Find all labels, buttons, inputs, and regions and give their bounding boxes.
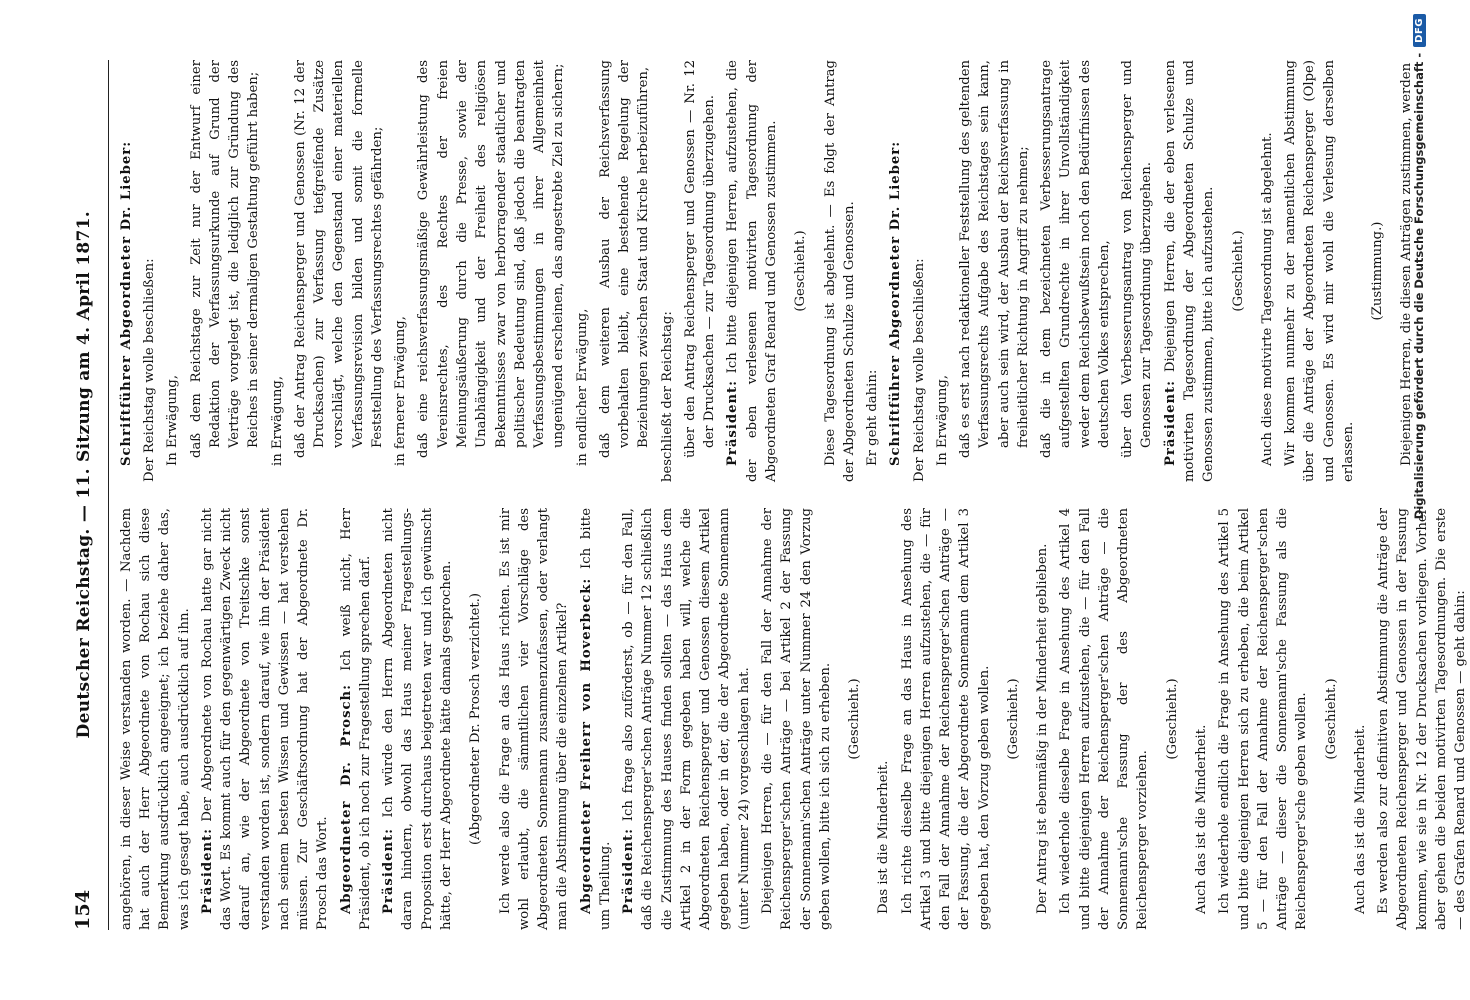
credit-text: Digitalisierung gefördert durch die Deutsche Forschungsgemeinschaft -: [1412, 52, 1426, 520]
paragraph-text: Auch das ist die Minderheit.: [1352, 724, 1368, 914]
paragraph-text: Ich weiß nicht, Herr Präsident, ob ich noch zur Fragestellung sprechen darf.: [338, 508, 373, 930]
speech-paragraph: [379, 508, 456, 930]
paragraph-text: daß dem Reichstage zur Zeit nur der Entwurf einer Redaktion der Verfassungsurkunde auf Grund der Verträge vorgelegt ist, die lediglich zur Gründung des Reiches in seiner dermaligen Gestaltung geführt haben;: [188, 60, 262, 458]
paragraph-text: daß eine reichsverfassungsmäßige Gewährleistung des Vereinsrechtes, des Rechtes der freien Meinungsäußerung durch die Presse, sowie der Unabhängigkeit und der Freiheit des religiösen Bekenntnisses zwar von herborragender staatlicher und politischer Bedeutung sind, daß jedoch die beantragten Verfassungsbestimmungen in ihrer Allgemeinheit ungenügend erscheinen, das angestrebte Ziel zu sichern;: [416, 60, 567, 458]
stage-direction: [466, 508, 485, 930]
paragraph: [1033, 508, 1052, 930]
speech-paragraph: [198, 508, 333, 930]
speaker-name: Präsident:: [725, 379, 741, 466]
motion-clause-heading: [391, 60, 410, 466]
speech-paragraph: [577, 508, 616, 930]
paragraph: [821, 60, 860, 482]
paragraph-text: (Geschieht.): [1323, 678, 1339, 760]
motion-clause-heading: [163, 60, 182, 466]
paragraph-text: (Zustimmung.): [1370, 221, 1386, 321]
paragraph-text: (Abgeordneter Dr. Prosch verzichtet.): [468, 592, 484, 846]
running-head: [70, 60, 98, 930]
speech-paragraph: [723, 60, 781, 482]
paragraph-text: (Geschieht.): [793, 230, 809, 312]
paragraph-text: (Geschieht.): [847, 678, 863, 760]
paragraph: [658, 60, 677, 482]
speaker-name: Schriftführer Abgeordneter Dr. Lieber:: [118, 140, 134, 466]
paragraph-text: angehören, in dieser Weise verstanden worden. — Nachdem hat auch der Herr Abgeordnete von Rochau sich diese Bemerkung ausdrücklich angeeignet; ich beziehe daher das, was ich gesagt habe, auch ausdrücklich auf ihn.: [118, 508, 192, 930]
paragraph: [898, 508, 994, 930]
stage-direction: [1322, 508, 1341, 930]
page-number: 154: [72, 889, 94, 930]
speech-paragraph: [1161, 60, 1219, 482]
paragraph: [1258, 60, 1277, 482]
paragraph: [1192, 508, 1211, 930]
paragraph: [1215, 508, 1311, 930]
speech-paragraph: [337, 508, 376, 930]
paragraph-text: Der Reichstag wolle beschließen:: [911, 258, 927, 482]
motion-clause: [956, 60, 1033, 458]
stage-direction: [1163, 508, 1182, 930]
paragraph-text: Auch das ist die Minderheit.: [1194, 724, 1210, 914]
paragraph-text: Diejenigen Herren, die diesen Anträgen zustimmen, werden: [1399, 62, 1415, 466]
paragraph-text: Ich richte dieselbe Frage an das Haus in Ansehung des Artikel 3 und bitte diejenigen Herren aufzustehen, die — für den Fall der Annahme der Reichensperger'schen Anträge — der Fassung, die der Abgeordnete Sonnemann dem Artikel 3 gegeben hat, den Vorzug geben wollen.: [899, 508, 992, 930]
paragraph-text: Ich frage also zuförderst, ob — für den Fall, daß die Reichensperger'schen Anträge Nummer 12 schließlich die Zustimmung des Hauses finden sollten — das Haus dem Artikel 2 in der Form gegeben haben will, welche die Abgeordneten Reichensperger und Genossen diesem Artikel gegeben haben, oder in der, die der Abgeordnete Sonnemann (unter Nummer 24) vorgeschlagen hat.: [621, 508, 752, 930]
paragraph: [1351, 508, 1370, 930]
speaker-name: Abgeordneter Dr. Prosch:: [338, 684, 354, 914]
paragraph: [1056, 508, 1152, 930]
paragraph-text: Ich wiederhole endlich die Frage in Ansehung des Artikel 5 und bitte diejenigen Herren sich zu erheben, die beim Artikel 5 — für den Fall der Annahme der Reichensperger'schen Anträge — dieser die Sonnemann'sche Fassung als die Reichensperger'sche geben wollen.: [1217, 508, 1310, 930]
speaker-name: Präsident:: [621, 827, 637, 914]
stage-direction: [1368, 60, 1387, 482]
motion-clause: [187, 60, 264, 458]
speaker-name: Präsident:: [1162, 379, 1178, 466]
paragraph-text: In Erwägung,: [934, 374, 950, 466]
digitization-credit: [1408, 0, 1430, 1000]
motion-clause: [414, 60, 568, 458]
paragraph-text: Das ist die Minderheit.: [876, 760, 892, 914]
paragraph-text: in Erwägung,: [269, 375, 285, 466]
speech-paragraph: [619, 508, 754, 930]
right-column: [117, 60, 1415, 482]
paragraph: [117, 508, 194, 930]
paragraph-text: Der Abgeordnete von Rochau hatte gar nicht das Wort. Es kommt auch für den gegenwärtigen Zweck nicht darauf an, wie der Abgeordnete von Treitschke sonst verstanden worden ist, sondern darauf, wie ihn der Präsident nach seinem besten Wissen und Gewissen — hat verstehen müssen. Zur Geschäftsordnung hat der Abgeordnete Dr. Prosch das Wort.: [199, 508, 331, 930]
paragraph-text: daß die in dem bezeichneten Verbesserungsantrage aufgestellten Grundrechte in ihrer Unvollständigkeit weder dem Reichsbewußtsein noch den Bedürfnissen des deutschen Volkes entsprechen,: [1039, 60, 1112, 458]
paragraph-text: daß dem weiteren Ausbau der Reichsverfassung vorbehalten bleibt, eine bestehende Regelung der Beziehungen zwischen Staat und Kirche herbeizuführen,: [597, 60, 652, 458]
paragraph-text: Er geht dahin:: [865, 369, 881, 466]
motion-clause: [291, 60, 387, 458]
stage-direction: [1004, 508, 1023, 930]
paragraph: [874, 508, 893, 930]
paragraph-text: (Geschieht.): [1005, 678, 1021, 760]
motion-clause: [596, 60, 654, 458]
motion-clause-heading: [933, 60, 952, 466]
stage-direction: [845, 508, 864, 930]
motion-clause-heading: [573, 60, 592, 466]
speech-paragraph: [117, 60, 136, 482]
paragraph-text: Ich bitte diejenigen Herren, aufzustehen, die der eben verlesenen motivirten Tagesordnung der Abgeordneten Graf Renard und Genossen zustimmen.: [725, 60, 779, 482]
motion-clause-heading: [268, 60, 287, 466]
paragraph: [140, 60, 159, 482]
motion-clause: [1037, 60, 1114, 458]
paragraph-text: in endlicher Erwägung,: [574, 308, 590, 466]
paragraph-text: Der Antrag ist ebenmäßig in der Minderheit geblieben.: [1035, 543, 1051, 914]
stage-direction: [791, 60, 810, 482]
paragraph: [910, 60, 929, 482]
paragraph-text: Diejenigen Herren, die der eben verlesenen motivirten Tagesordnung der Abgeordneten Schulze und Genossen zustimmen, bitte ich aufzustehen.: [1162, 60, 1217, 482]
paragraph: [863, 60, 882, 482]
speaker-name: Schriftführer Abgeordneter Dr. Lieber:: [888, 140, 904, 466]
paragraph-text: Ich werde also die Frage an das Haus richten. Es ist mir wohl erlaubt, die sämmtlichen vier Vorschläge des Abgeordneten Sonnemann zusammenzufassen, oder verlangt man die Abstimmung über die einzelnen Artikel?: [497, 508, 571, 930]
paragraph-text: (Geschieht.): [1230, 230, 1246, 312]
speech-paragraph: [886, 60, 905, 482]
page-title: Deutscher Reichstag. — 11. Sitzung am 4. April 1871.: [74, 210, 94, 739]
dfg-logo-icon: DFG: [1413, 14, 1426, 47]
paragraph-text: über den Verbesserungsantrag von Reichensperger und Genossen zur Tagesordnung überzugehen.: [1120, 60, 1155, 458]
paragraph-text: Diese Tagesordnung ist abgelehnt. — Es folgt der Antrag der Abgeordneten Schulze und Genossen.: [822, 60, 857, 482]
paragraph-text: Es werden also zur definitiven Abstimmung die Anträge der Abgeordneten Reichensperger und Genossen in der Fassung kommen, wie sie in Nr. 12 der Drucksachen vorliegen. Vorher aber gehen die beiden motivirten Tagesordnungen. Die erste — des Grafen Renard und Genossen — geht dahin:: [1376, 508, 1469, 930]
left-column: [117, 508, 1469, 930]
speaker-name: Präsident:: [199, 827, 215, 914]
paragraph: [496, 508, 573, 930]
paragraph-text: In Erwägung,: [165, 374, 181, 466]
paragraph-text: (Geschieht.): [1164, 678, 1180, 760]
paragraph-text: Ich würde den Herrn Abgeordneten nicht daran hindern, obwohl das Haus meiner Fragestellungs-Proposition erst durchaus beigetreten war und ich gewünscht hätte, der Herr Abgeordnete hätte damals gesprochen.: [381, 508, 454, 930]
paragraph-text: in fernerer Erwägung,: [393, 316, 409, 466]
paragraph: [1281, 60, 1358, 482]
paragraph-text: Diejenigen Herren, die — für den Fall der Annahme der Reichensperger'schen Anträge — bei Artikel 2 der Fassung der Sonnemann'schen Anträge unter Nummer 24 den Vorzug geben wollen, bitte ich sich zu erheben.: [759, 508, 833, 930]
speaker-name: Präsident:: [381, 827, 397, 914]
motion-clause: [1118, 60, 1157, 458]
paragraph-text: Der Reichstag wolle beschließen:: [142, 258, 157, 482]
paragraph-text: Ich bitte um Theilung.: [578, 508, 613, 930]
paragraph-text: Auch diese motivirte Tagesordnung ist abgelehnt.: [1259, 132, 1275, 466]
stage-direction: [1229, 60, 1248, 482]
paragraph-text: über den Antrag Reichensperger und Genossen — Nr. 12 der Drucksachen — zur Tagesordnung überzugehen.: [682, 60, 718, 458]
paragraph-text: daß es erst nach redaktioneller Feststellung des geltenden Verfassungsrechts Aufgabe des Reichstages sein kann, aber auch sein wird, der Ausbau der Reichsverfassung in freiheitlicher Richtung in Angriff zu nehmen;: [958, 60, 1031, 458]
paragraph-text: beschließt der Reichstag:: [659, 311, 675, 482]
paragraph-text: daß der Antrag Reichensperger und Genossen (Nr. 12 der Drucksachen) zur Verfassung tiefgreifende Zusätze vorschlägt, welche den Gegenstand einer materiellen Verfassungsrevision bilden und somit die formelle Feststellung des Verfassungsrechtes gefährden;: [292, 60, 385, 458]
motion-clause: [681, 60, 720, 458]
paragraph-text: Wir kommen nunmehr zu der namentlichen Abstimmung über die Anträge der Abgeordneten Reichensperger (Olpe) und Genossen. Es wird mir wohl die Verlesung derselben erlassen.: [1283, 60, 1356, 482]
paragraph: [758, 508, 835, 930]
speaker-name: Abgeordneter Freiherr von Hoverbeck:: [578, 577, 594, 914]
paragraph-text: Ich wiederhole dieselbe Frage in Ansehung des Artikel 4 und bitte diejenigen Herren aufzustehen, die — für den Fall der Annahme der Reichensperger'schen Anträge — die Sonnemann'sche Fassung der des Abgeordneten Reichensperger vorziehen.: [1058, 508, 1151, 930]
